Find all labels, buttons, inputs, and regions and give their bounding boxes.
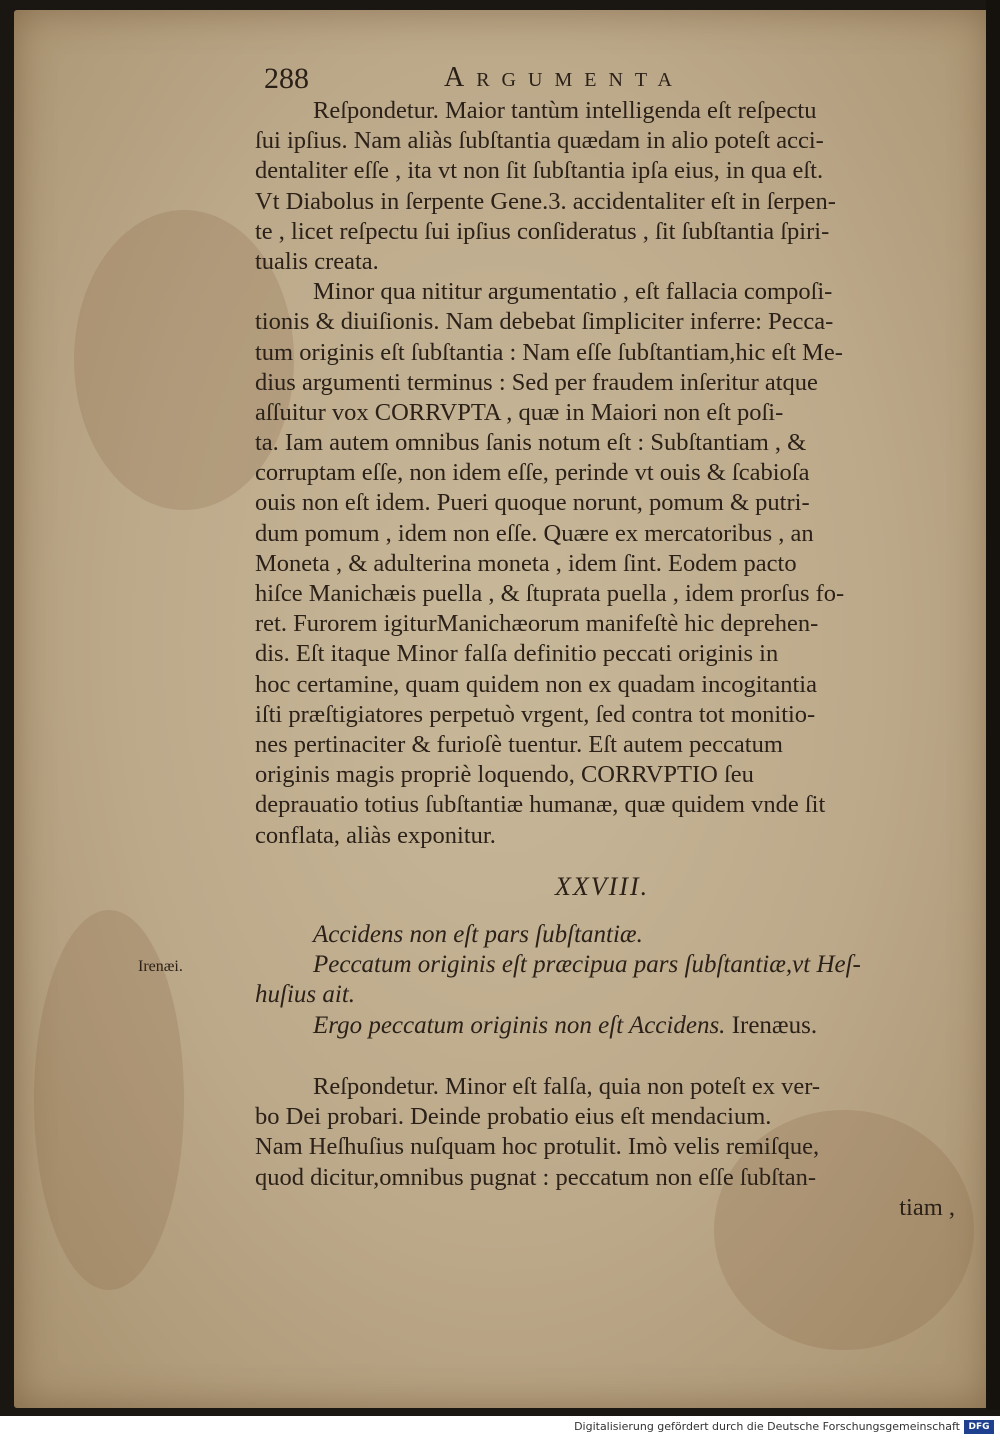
text-line: aſſuitur vox CORRVPTA , quæ in Maiori non eſt poſi- bbox=[255, 398, 784, 426]
text-line: te , licet reſpectu ſui ipſius conſideratus , ſit ſubſtantia ſpiri- bbox=[255, 217, 830, 245]
text-line: Minor qua nititur argumentatio , eſt fallacia compoſi- bbox=[313, 278, 833, 306]
text-line: Reſpondetur. Maior tantùm intelligenda eſt reſpectu bbox=[313, 97, 817, 124]
text-line: originis magis propriè loquendo, CORRVPTIO ſeu bbox=[255, 761, 754, 789]
text-line: quod dicitur,omnibus pugnat : peccatum non eſſe ſubſtan- bbox=[255, 1163, 817, 1191]
text-line: bo Dei probari. Deinde probatio eius eſt mendacium. bbox=[255, 1103, 772, 1131]
text-line: conflata, aliàs exponitur. bbox=[255, 821, 496, 849]
text-line: Vt Diabolus in ſerpente Gene.3. accidentaliter eſt in ſerpen- bbox=[255, 187, 836, 215]
text-line: tualis creata. bbox=[255, 247, 379, 275]
text-line: nes pertinaciter & furioſè tuentur. Eſt autem peccatum bbox=[255, 730, 783, 758]
text-line: tiam , bbox=[899, 1193, 955, 1221]
main-text-top bbox=[255, 96, 955, 851]
syllogism-minor-cont: huſius ait. bbox=[255, 981, 356, 1009]
text-line: dis. Eſt itaque Minor falſa definitio peccati originis in bbox=[255, 640, 779, 668]
text-line: dum pomum , idem non eſſe. Quære ex mercatoribus , an bbox=[255, 519, 814, 547]
scan-edge bbox=[986, 0, 1000, 1410]
text-line: dius argumenti terminus : Sed per fraudem inſeritur atque bbox=[255, 368, 818, 396]
funding-credit: Digitalisierung gefördert durch die Deutsche Forschungsgemeinschaft bbox=[574, 1420, 960, 1433]
syllogism-conclusion-line bbox=[255, 1009, 965, 1039]
dfg-logo-icon[interactable]: DFG bbox=[964, 1420, 994, 1434]
running-head: Argumenta bbox=[444, 62, 684, 93]
syllogism-minor: Peccatum originis eſt præcipua pars ſubſtantiæ,vt Heſ- bbox=[313, 951, 861, 979]
text-line: tionis & diuiſionis. Nam debebat ſimpliciter inferre: Pecca- bbox=[255, 308, 834, 336]
text-line: ſui ipſius. Nam aliàs ſubſtantia quædam in alio poteſt acci- bbox=[255, 127, 824, 155]
text-line: tum originis eſt ſubſtantia : Nam eſſe ſubſtantiam,hic eſt Me- bbox=[255, 338, 843, 366]
text-line: iſti præſtigiatores perpetuò vrgent, ſed contra tot monitio- bbox=[255, 700, 816, 728]
text-line: hiſce Manichæis puella , & ſtuprata puella , idem prorſus fo- bbox=[255, 580, 845, 607]
text-line: ta. Iam autem omnibus ſanis notum eſt : Subſtantiam , & bbox=[255, 429, 807, 457]
page-number: 288 bbox=[264, 62, 309, 95]
text-line: Moneta , & adulterina moneta , idem ſint. Eodem pacto bbox=[255, 549, 797, 577]
footer bbox=[0, 1416, 1000, 1440]
text-line: deprauatio totius ſubſtantiæ humanæ, quæ quidem vnde ſit bbox=[255, 791, 826, 819]
text-line: ouis non eſt idem. Pueri quoque norunt, pomum & putri- bbox=[255, 489, 810, 517]
text-line: corruptam eſſe, non idem eſſe, perinde vt ouis & ſcabioſa bbox=[255, 459, 810, 487]
section-heading: XXVIII. bbox=[555, 872, 650, 901]
syllogism-author: Irenæus. bbox=[731, 1011, 818, 1039]
syllogism bbox=[255, 918, 965, 1039]
syllogism-major: Accidens non eſt pars ſubſtantiæ. bbox=[313, 921, 643, 948]
text-line: Nam Heſhuſius nuſquam hoc protulit. Imò velis remiſque, bbox=[255, 1133, 820, 1161]
text-line: Reſpondetur. Minor eſt falſa, quia non poteſt ex ver- bbox=[313, 1073, 821, 1100]
text-line: hoc certamine, quam quidem non ex quadam incogitantia bbox=[255, 670, 817, 698]
margin-note: Irenæi. bbox=[138, 958, 183, 975]
main-text-bottom bbox=[255, 1072, 965, 1223]
text-line: ret. Furorem igiturManichæorum manifeſtè hic deprehen- bbox=[255, 610, 819, 638]
syllogism-conclusion: Ergo peccatum originis non eſt Accidens. bbox=[313, 1011, 726, 1039]
text-line: dentaliter eſſe , ita vt non ſit ſubſtantia ipſa eius, in qua eſt. bbox=[255, 157, 824, 185]
